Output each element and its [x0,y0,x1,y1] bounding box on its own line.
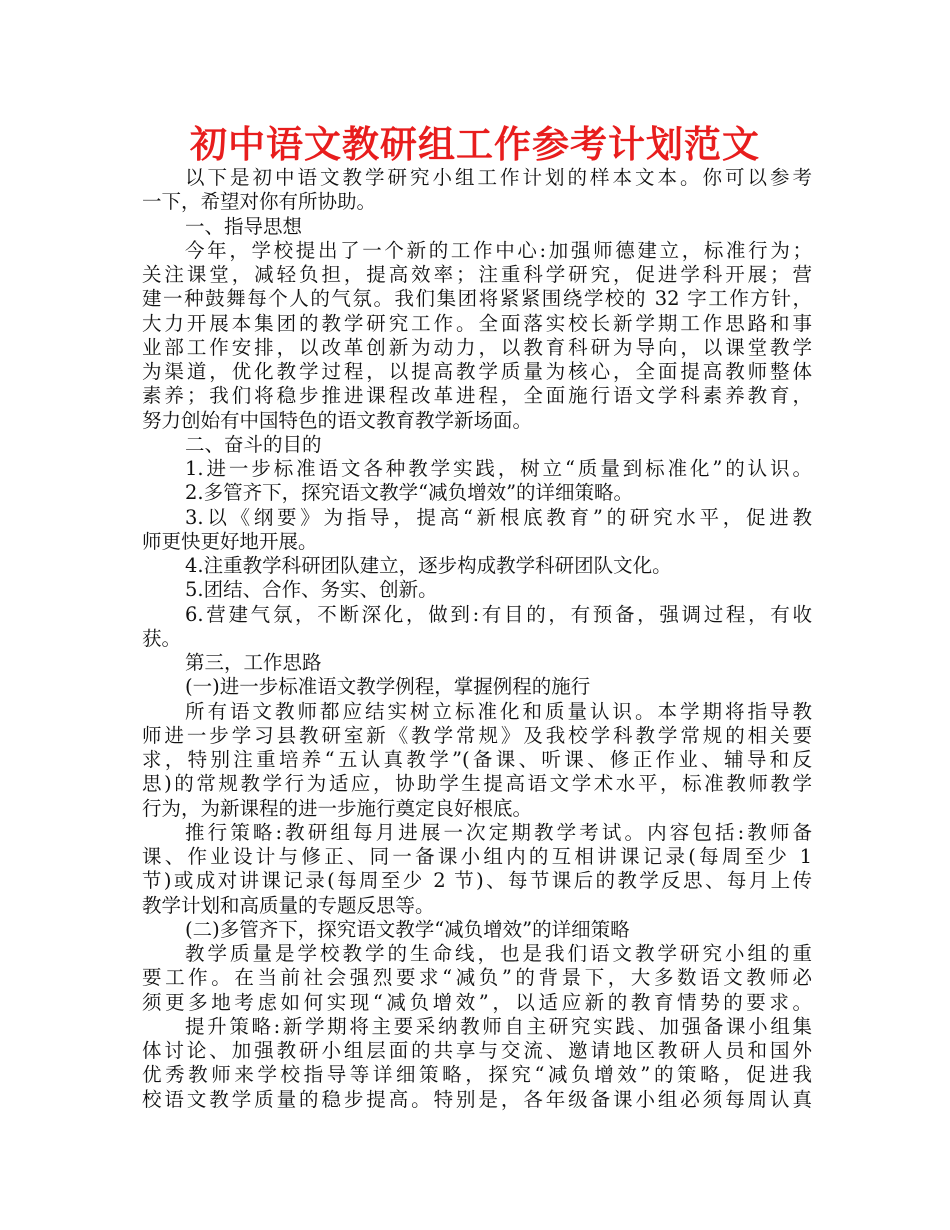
text-line: 求，特别注重培养“五认真教学”(备课、听课、修正作业、辅导和反 [142,748,812,771]
text-line: 教学质量是学校教学的生命线，也是我们语文教学研究小组的重 [185,942,812,965]
text-line: 大力开展本集团的教学研究工作。全面落实校长新学期工作思路和事 [142,311,812,335]
text-line: 须更多地考虑如何实现“减负增效”，以适应新的教育情势的要求。 [142,990,812,1014]
text-line: 努力创始有中国特色的语文教育教学新场面。 [142,408,533,432]
text-line: 1.进一步标准语文各种教学实践，树立“质量到标准化”的认识。 [185,457,812,480]
text-line: 关注课堂，减轻负担，提高效率；注重科学研究，促进学科开展；营 [142,263,812,286]
text-line: 行为，为新课程的进一步施行奠定良好根底。 [142,796,533,820]
text-line: 提升策略:新学期将主要采纳教师自主研究实践、加强备课小组集 [185,1014,812,1038]
text-line: 推行策略:教研组每月进展一次定期教学考试。内容包括:教师备 [185,820,812,844]
text-line: 校语文教学质量的稳步提高。特别是，各年级备课小组必须每周认真 [142,1087,812,1111]
document-title: 初中语文教研组工作参考计划范文 [190,123,760,166]
text-line: 体讨论、加强教研小组层面的共享与交流、邀请地区教研人员和国外 [142,1039,812,1062]
text-line: 今年，学校提出了一个新的工作中心:加强师德建立，标准行为； [185,238,812,262]
text-line: 要工作。在当前社会强烈要求“减负”的背景下，大多数语文教师必 [142,966,812,990]
text-line: 以下是初中语文教学研究小组工作计划的样本文本。你可以参考 [185,166,812,189]
text-line: 5.团结、合作、务实、创新。 [185,578,438,602]
document-body [142,166,812,1112]
text-line: 优秀教师来学校指导等详细策略，探究“减负增效”的策略，促进我 [142,1063,812,1087]
text-line: 建一种鼓舞每个人的气氛。我们集团将紧紧围绕学校的 32 字工作方针， [142,287,812,311]
text-line: 节)或成对讲课记录(每周至少 2 节)、每节课后的教学反思、每月上传 [142,869,812,893]
text-line: 第三，工作思路 [185,651,322,674]
text-line: (二)多管齐下，探究语文教学“减负增效”的详细策略 [185,917,630,941]
text-line: (一)进一步标准语文教学例程，掌握例程的施行 [185,675,591,699]
text-line: 二、奋斗的目的 [185,432,322,456]
text-line: 课、作业设计与修正、同一备课小组内的互相讲课记录(每周至少 1 [142,845,812,868]
text-line: 教学计划和高质量的专题反思等。 [142,893,435,917]
text-line: 6.营建气氛，不断深化，做到:有目的，有预备，强调过程，有收 [185,602,812,626]
text-line: 思)的常规教学行为适应，协助学生提高语文学术水平，标准教师教学 [142,772,812,796]
text-line: 素养；我们将稳步推进课程改革进程，全面施行语文学科素养教育， [142,384,812,408]
text-line: 所有语文教师都应结实树立标准化和质量认识。本学期将指导教 [185,699,812,723]
text-line: 获。 [142,626,182,650]
text-line: 一下，希望对你有所协助。 [142,190,377,214]
text-line: 师进一步学习县教研室新《教学常规》及我校学科教学常规的相关要 [142,723,812,747]
text-line: 一、指导思想 [185,214,303,238]
text-line: 师更快更好地开展。 [142,529,318,553]
text-line: 3.以《纲要》为指导，提高“新根底教育”的研究水平，促进教 [185,505,812,529]
text-line: 2.多管齐下，探究语文教学“减负增效”的详细策略。 [185,481,634,505]
text-line: 4.注重教学科研团队建立，逐步构成教学科研团队文化。 [185,554,672,577]
text-line: 为渠道，优化教学过程，以提高教学质量为核心，全面提高教师整体 [142,360,812,383]
text-line: 业部工作安排，以改革创新为动力，以教育科研为导向，以课堂教学 [142,335,812,359]
